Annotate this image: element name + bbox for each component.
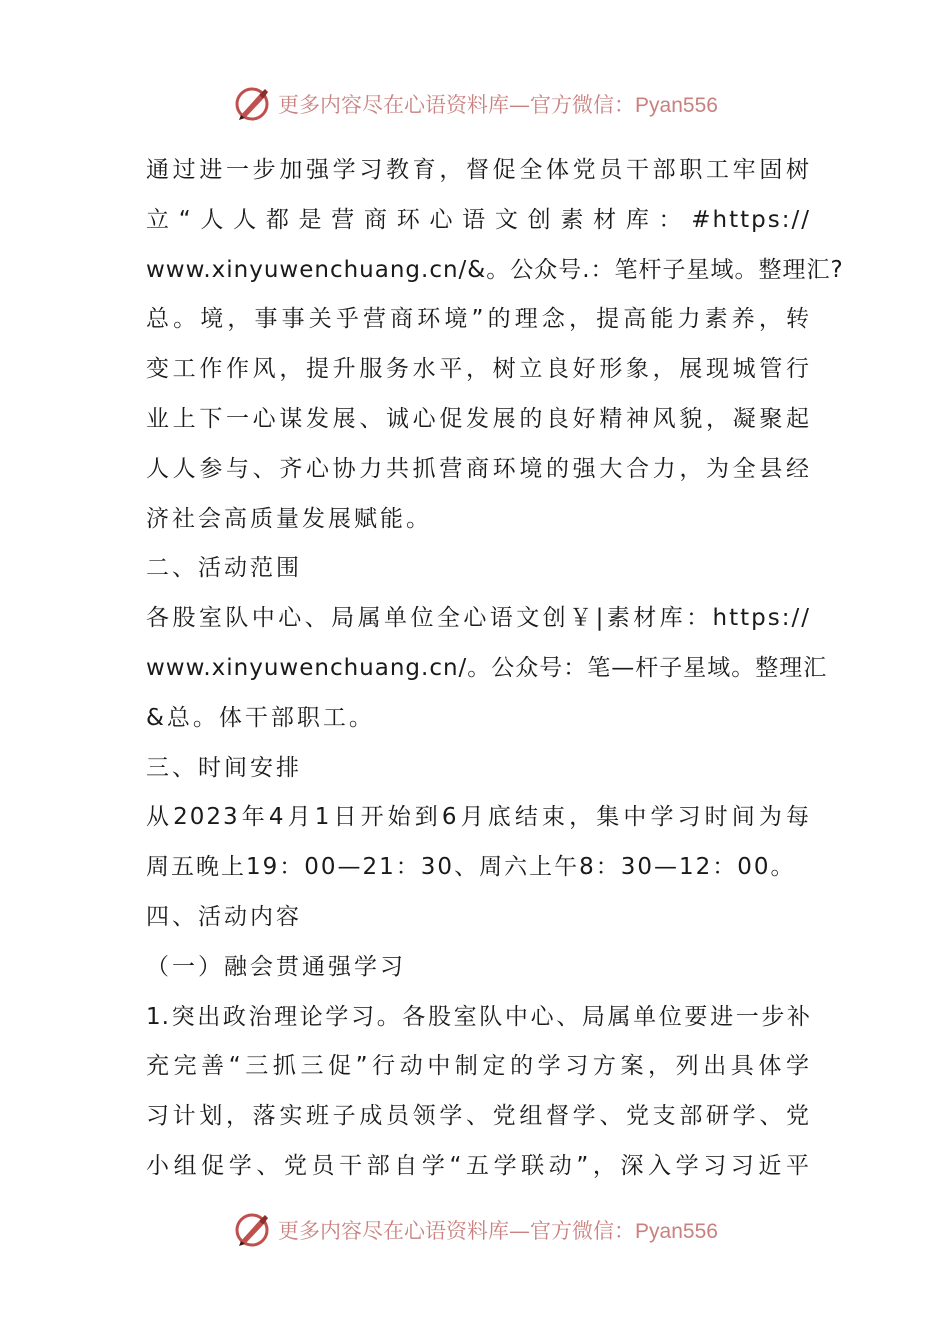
body-line: 变工作作风，提升服务水平，树立良好形象，展现城管行: [146, 356, 811, 383]
section-heading: 二、活动范围: [146, 555, 302, 582]
header-banner: [0, 80, 950, 128]
body-line: 小组促学、党员干部自学“五学联动”，深入学习习近平: [146, 1152, 811, 1179]
body-line: 人人参与、齐心协力共抓营商环境的强大合力，为全县经: [146, 455, 811, 482]
body-line: &总。体干部职工。: [146, 704, 375, 731]
section-heading: 四、活动内容: [146, 903, 302, 930]
pen-logo-icon: [232, 1210, 272, 1250]
body-line: 业上下一心谋发展、诚心促发展的良好精神风貌，凝聚起: [146, 405, 811, 432]
body-line: www.xinyuwenchuang.cn/。公众号：笔—杆子星域。整理汇: [146, 654, 828, 681]
body-line: 充完善“三抓三促”行动中制定的学习方案，列出具体学: [146, 1053, 811, 1080]
banner-text: [278, 1215, 718, 1245]
body-line: 各股室队中心、局属单位全心语文创￥|素材库：https://: [146, 605, 811, 632]
body-line: 通过进一步加强学习教育，督促全体党员干部职工牢固树: [146, 157, 811, 183]
body-line: 1.突出政治理论学习。各股室队中心、局属单位要进一步补: [146, 1003, 811, 1030]
body-line: 周五晚上19：00—21：30、周六上午8：30—12：00。: [146, 854, 796, 881]
section-heading: 三、时间安排: [146, 754, 302, 781]
body-line: 总。境，事事关乎营商环境”的理念，提高能力素养，转: [146, 306, 811, 333]
body-line: 立“人人都是营商环心语文创素材库：#https://: [146, 206, 811, 233]
banner-label: 更多内容尽在心语资料库—官方微信：: [278, 93, 636, 117]
body-line: www.xinyuwenchuang.cn/&。公众号.：笔杆子星域。整理汇?: [146, 256, 844, 283]
banner-wechat: Pyan556: [635, 94, 718, 117]
body-line: 济社会高质量发展赋能。: [146, 505, 432, 532]
body-line: 从2023年4月1日开始到6月底结束，集中学习时间为每: [146, 804, 811, 831]
banner-wechat: Pyan556: [635, 1220, 718, 1243]
subsection-heading: （一）融会贯通强学习: [146, 953, 406, 980]
body-line: 习计划，落实班子成员领学、党组督学、党支部研学、党: [146, 1103, 811, 1130]
banner-text: [278, 89, 718, 119]
document-body: [146, 146, 844, 1192]
footer-banner: [0, 1206, 950, 1254]
pen-logo-icon: [232, 84, 272, 124]
banner-label: 更多内容尽在心语资料库—官方微信：: [278, 1219, 636, 1243]
